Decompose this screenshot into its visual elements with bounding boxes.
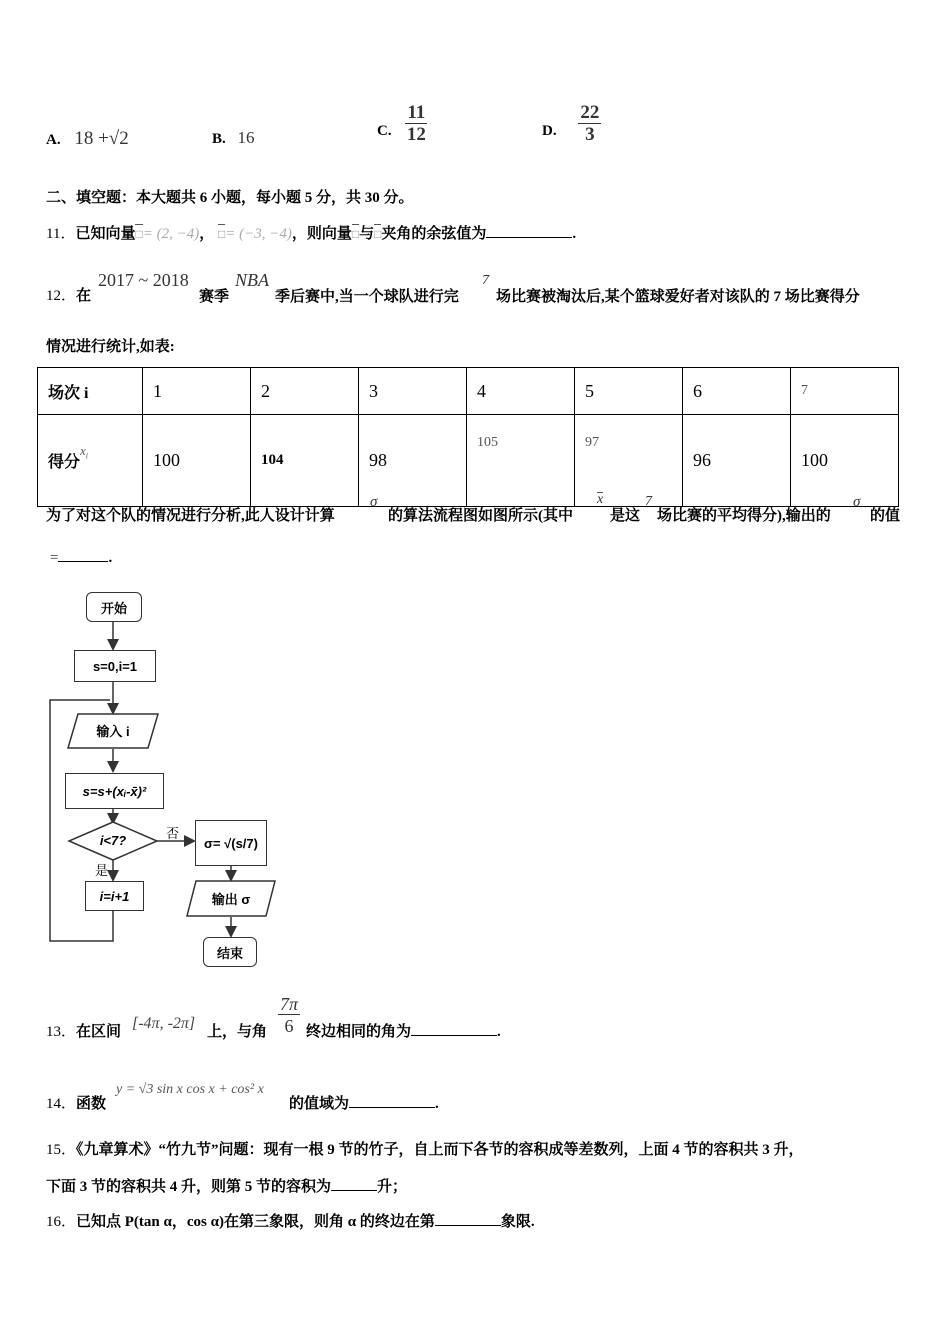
q16-answer-blank[interactable] bbox=[435, 1225, 501, 1226]
q11-vector-b: = (−3, −4) bbox=[225, 226, 292, 242]
flowchart-output: 输出 σ bbox=[211, 892, 251, 907]
table-cell: 100 bbox=[143, 415, 251, 507]
q13-tail bbox=[306, 1020, 501, 1041]
q16-text1: 已知点 P(tan α，cos α)在第三象限，则角 α 的终边在第 bbox=[76, 1214, 435, 1230]
score-header-label: 得分 bbox=[48, 453, 81, 471]
q11-end: . bbox=[572, 226, 577, 242]
option-d-denominator: 3 bbox=[585, 124, 595, 145]
q13-text2: 上，与角 bbox=[207, 1024, 268, 1040]
q14-text1: 函数 bbox=[76, 1096, 107, 1112]
q12-eq: = bbox=[50, 550, 59, 566]
q13-answer-blank[interactable] bbox=[411, 1035, 497, 1036]
section-heading: 二、填空题：本大题共 6 小题，每小题 5 分，共 30 分。 bbox=[46, 190, 414, 206]
question-11: 11．已知向量□= (2, −4)， □= (−3, −4)，则向量□与□夹角的余弦值为 . bbox=[46, 226, 577, 242]
q11-text4: 夹角的余弦值为 bbox=[381, 226, 487, 242]
q11-text2: ，则向量 bbox=[291, 226, 352, 242]
q12-part1: 季后赛中,当一个球队进行完 bbox=[275, 289, 459, 305]
option-d-label: D. bbox=[542, 123, 557, 139]
q12-years: 2017 ~ 2018 bbox=[98, 270, 189, 290]
table-cell: 96 bbox=[683, 415, 791, 507]
flowchart-end: 结束 bbox=[203, 937, 257, 967]
q12-xbar: x bbox=[597, 492, 604, 507]
option-a-label: A. bbox=[46, 132, 61, 148]
question-15-line1 bbox=[46, 1138, 804, 1159]
q14-text2: 的值域为 bbox=[289, 1096, 350, 1112]
q12-number: 12． bbox=[46, 288, 77, 304]
q12-desc5: 的值 bbox=[870, 508, 901, 524]
q11-text1: 已知向量 bbox=[75, 226, 136, 242]
q12-desc3: 是这 bbox=[610, 508, 641, 524]
q14-end: . bbox=[435, 1096, 439, 1112]
flowchart-input: 输入 i bbox=[96, 724, 130, 739]
q12-sigma-2: σ bbox=[853, 494, 861, 510]
q12-desc4: 场比赛的平均得分),输出的 bbox=[657, 508, 831, 524]
option-a-value: 18 +√2 bbox=[74, 128, 129, 149]
q15-line2b: 升； bbox=[377, 1179, 408, 1195]
table-cell: 100 bbox=[791, 415, 899, 507]
table-cell: 97 bbox=[575, 415, 683, 507]
option-c-numerator: 11 bbox=[407, 102, 426, 123]
q12-nba: NBA bbox=[235, 270, 269, 290]
flowchart-yes-label: 是 bbox=[95, 863, 109, 878]
q15-line1: 《九章算术》“竹九节”问题：现有一根 9 节的竹子，自上而下各节的容积成等差数列，上面 4 节的容积共 3 升， bbox=[76, 1142, 804, 1158]
flowchart-start: 开始 bbox=[86, 592, 142, 622]
q15-number: 15． bbox=[46, 1142, 77, 1158]
q12-line2: 情况进行统计,如表: bbox=[46, 339, 175, 355]
q13-denominator: 6 bbox=[284, 1016, 294, 1036]
score-header-i: i bbox=[85, 451, 89, 461]
q15-line2a: 下面 3 节的容积共 4 升，则第 5 节的容积为 bbox=[46, 1179, 332, 1195]
question-13 bbox=[46, 1020, 121, 1041]
question-14 bbox=[46, 1092, 106, 1113]
table-cell: 105 bbox=[467, 415, 575, 507]
table-cell: 98 bbox=[359, 415, 467, 507]
q12-sigma: σ bbox=[370, 494, 378, 510]
table-cell: 3 bbox=[359, 368, 467, 415]
q14-tail bbox=[289, 1092, 439, 1113]
option-b-label: B. bbox=[212, 131, 226, 147]
q12-part2: 场比赛被淘汰后,某个篮球爱好者对该队的 7 场比赛得分 bbox=[496, 289, 860, 305]
option-d-numerator: 22 bbox=[580, 102, 600, 123]
score-header-x: x bbox=[80, 442, 86, 458]
question-15-line2 bbox=[46, 1175, 407, 1196]
table-cell: 7 bbox=[791, 368, 899, 415]
q11-number: 11． bbox=[46, 226, 76, 242]
flowchart-condition: i<7? bbox=[99, 833, 127, 848]
table-header-games: 场次 i bbox=[38, 368, 143, 415]
q12-desc-seven: 7 bbox=[645, 494, 652, 509]
table-cell: 6 bbox=[683, 368, 791, 415]
q13-numerator: 7π bbox=[280, 994, 299, 1014]
flowchart-init: s=0,i=1 bbox=[74, 650, 156, 682]
q13-number: 13． bbox=[46, 1024, 77, 1040]
q13-text1: 在区间 bbox=[76, 1024, 122, 1040]
table-cell: 2 bbox=[251, 368, 359, 415]
table-cell: 5 bbox=[575, 368, 683, 415]
q14-number: 14． bbox=[46, 1096, 77, 1112]
flowchart-no-label: 否 bbox=[166, 826, 180, 841]
table-cell: 4 bbox=[467, 368, 575, 415]
q12-desc2: 的算法流程图如图所示(其中 bbox=[388, 508, 573, 524]
q16-number: 16． bbox=[46, 1214, 77, 1230]
q12-zai: 在 bbox=[76, 288, 92, 304]
option-b-value: 16 bbox=[237, 128, 255, 147]
q13-interval: [-4π, -2π] bbox=[132, 1015, 196, 1032]
option-c-label: C. bbox=[377, 123, 392, 139]
question-16 bbox=[46, 1210, 535, 1231]
option-c-denominator: 12 bbox=[406, 124, 426, 145]
q14-answer-blank[interactable] bbox=[349, 1107, 435, 1108]
flowchart-update: s=s+(xᵢ-x̄)² bbox=[65, 773, 164, 809]
q14-formula: y = √3 sin x cos x + cos² x bbox=[116, 1082, 264, 1097]
flowchart-calc: σ= √(s/7) bbox=[195, 820, 267, 866]
q12-desc1: 为了对这个队的情况进行分析,此人设计计算 bbox=[46, 508, 335, 524]
q12-seven: 7 bbox=[482, 273, 489, 288]
q15-answer-blank[interactable] bbox=[331, 1190, 377, 1191]
q11-text3: 与 bbox=[359, 226, 375, 242]
q12-saiji: 赛季 bbox=[199, 289, 230, 305]
table-cell: 1 bbox=[143, 368, 251, 415]
flowchart-increment: i=i+1 bbox=[85, 881, 144, 911]
q13-end: . bbox=[497, 1024, 501, 1040]
q11-sep: ， bbox=[199, 226, 215, 242]
table-cell: 104 bbox=[251, 415, 359, 507]
q13-fraction bbox=[278, 994, 300, 1037]
q13-text3: 终边相同的角为 bbox=[306, 1024, 412, 1040]
q16-text2: 象限. bbox=[500, 1214, 535, 1230]
q12-end: . bbox=[108, 550, 113, 566]
q11-vector-a: = (2, −4) bbox=[142, 226, 200, 242]
